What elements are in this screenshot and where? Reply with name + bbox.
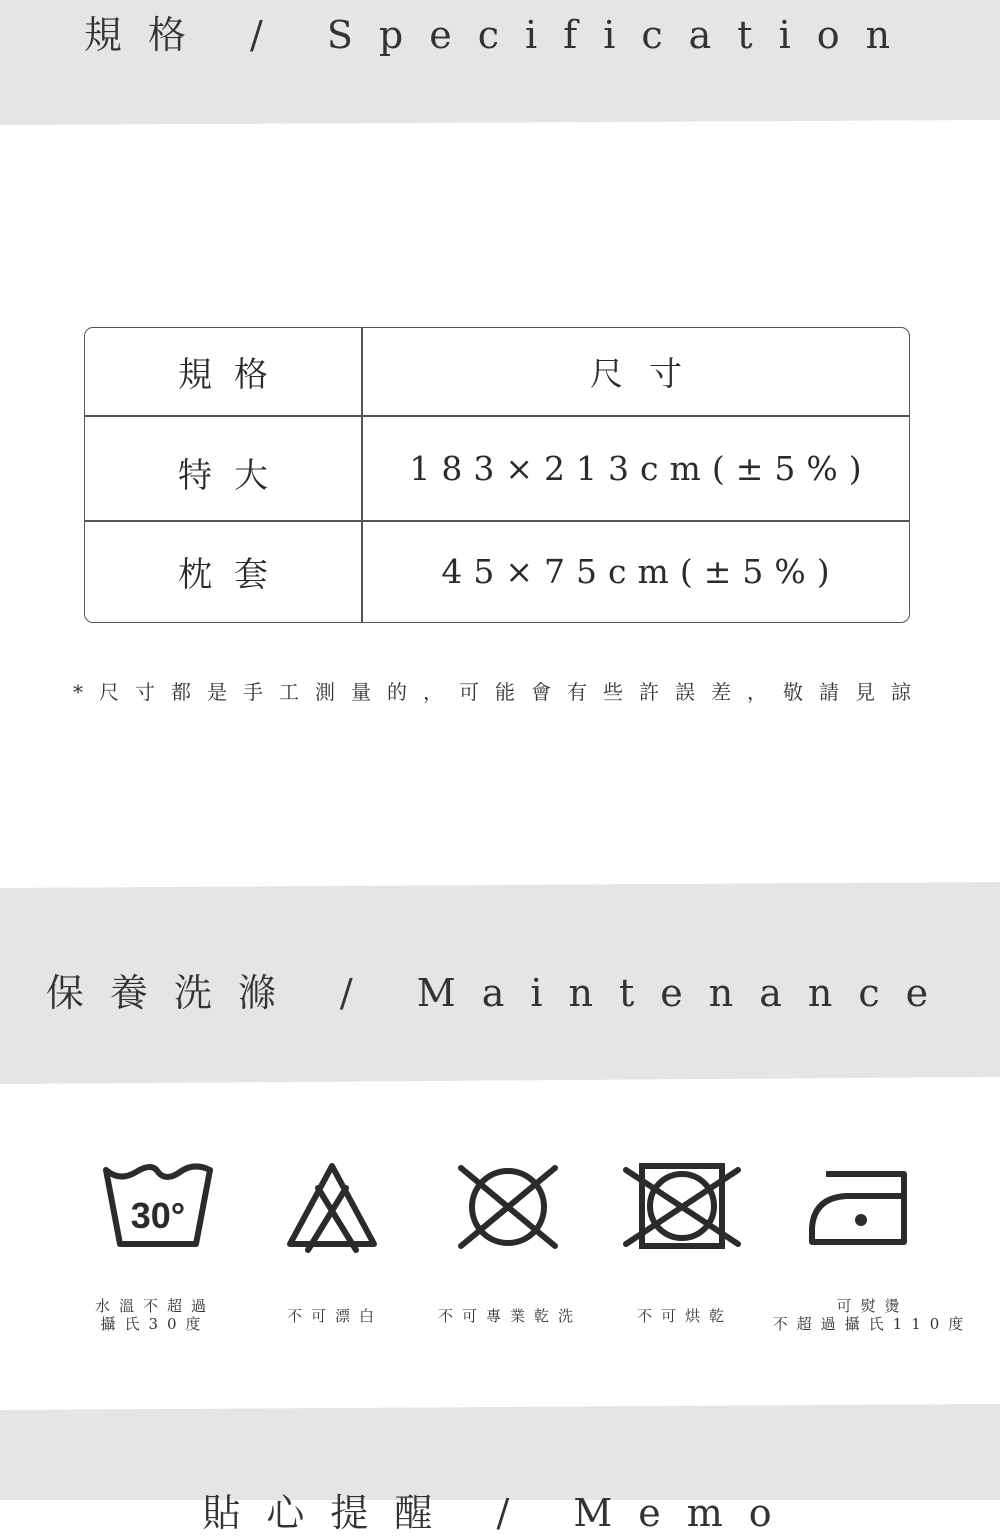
care-label-bleach [240,1307,430,1325]
care-label-line: 不可漂白 [286,1307,383,1325]
care-label-line: 不可專業乾洗 [437,1307,582,1325]
wash-temperature-text: 30° [130,1195,186,1236]
row-label-cell: 枕套 [178,555,290,595]
no-tumble-dry-icon [622,1160,742,1252]
header-value-cell: 尺寸 [590,354,708,393]
row-label-cell: 特大 [178,455,290,496]
care-label-tumble-dry [590,1307,780,1325]
no-dry-clean-icon [455,1164,561,1250]
care-label-dry-clean [410,1307,610,1325]
maintenance-title: 保養洗滌 / Maintenance [45,971,955,1015]
specification-title: 規格 / Specification [83,13,917,57]
care-label-wash [60,1297,250,1333]
no-bleach-icon [284,1160,380,1254]
care-label-line: 不可烘乾 [636,1307,733,1325]
care-label-line: 水溫不超過 [94,1297,215,1315]
iron-110-icon [806,1166,910,1248]
row-value-cell: 45×75cm(±5%) [441,552,841,591]
memo-title: 貼心提醒 / Memo [202,1491,798,1535]
care-label-line: 可熨燙 [836,1297,909,1315]
spec-table [84,327,910,623]
wash-30-icon [100,1160,216,1252]
care-label-iron [755,1297,990,1333]
header-label-cell: 規格 [178,355,290,395]
care-label-line: 不超過攝氏110度 [772,1315,973,1333]
measurement-note: *尺寸都是手工測量的，可能會有些許誤差，敬請見諒 [73,680,927,704]
row-value-cell: 183×213cm(±5%) [409,448,873,488]
care-label-line: 攝氏30度 [100,1315,210,1333]
